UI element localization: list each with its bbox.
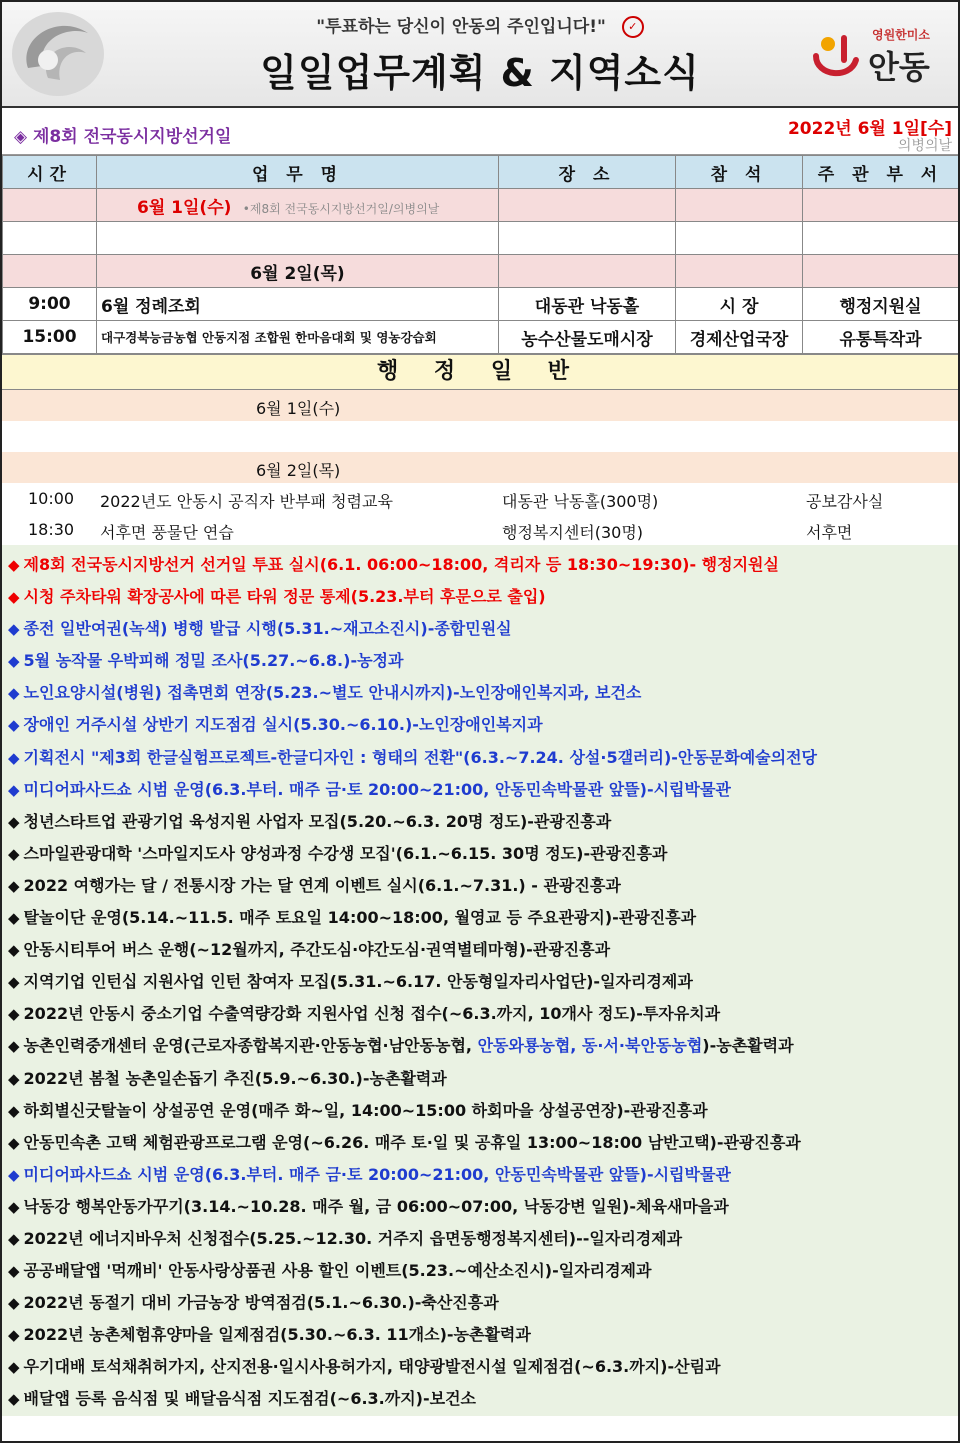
news-item (2, 677, 958, 709)
news-item (2, 1095, 958, 1127)
news-text: 안동민속촌 고택 체험관광프로그램 운영(~6.26. 매주 토·일 및 공휴일 13:00~18:00 남반고택)-관광진흥과 (23, 1132, 801, 1152)
admin-day2 (2, 452, 958, 483)
day1-label: 6월 1일(수) (137, 197, 232, 218)
diamond-bullet-icon: ◆ (8, 1165, 20, 1184)
table-row (3, 288, 959, 321)
news-text: 미디어파사드쇼 시범 운영(6.3.부터. 매주 금·토 20:00~21:00, 안동민속박물관 앞뜰)-시립박물관 (23, 779, 731, 799)
news-item (2, 774, 958, 806)
news-item (2, 1159, 958, 1191)
admin-row-task: 서후면 풍물단 연습 (100, 523, 234, 542)
news-item (2, 549, 958, 581)
admin-day1 (2, 390, 958, 421)
news-text: 장애인 거주시설 상반기 지도점검 실시(5.30.~6.10.)-노인장애인복지과 (23, 715, 543, 735)
news-item (2, 613, 958, 645)
news-item (2, 581, 958, 613)
diamond-bullet-icon: ◆ (8, 1197, 20, 1216)
diamond-bullet-icon: ◆ (8, 1358, 20, 1377)
diamond-bullet-icon: ◆ (8, 1294, 20, 1313)
news-text: 기획전시 "제3회 한글실험프로젝트-한글디자인 : 형태의 전환"(6.3.~7.24. 상설·5갤러리)-안동문화예술의전당 (23, 747, 818, 767)
news-text: 하회별신굿탈놀이 상설공연 운영(매주 화~일, 14:00~15:00 하회마을 상설공연장)-관광진흥과 (23, 1100, 708, 1120)
news-item (2, 1223, 958, 1255)
row-place: 대동관 낙동홀 (499, 288, 676, 321)
news-text: 2022년 안동시 중소기업 수출역량강화 지원사업 신청 접수(~6.3.까지, 10개사 정도)-투자유치과 (23, 1004, 721, 1024)
diamond-bullet-icon: ◆ (8, 1390, 20, 1409)
news-item (2, 742, 958, 774)
day1-row (3, 189, 959, 222)
row-dept: 행정지원실 (803, 288, 959, 321)
event-bar (2, 108, 958, 155)
brand-tagline: 영원한미소 (872, 28, 930, 42)
news-item (2, 998, 958, 1030)
event-date: 2022년 6월 1일[수] (787, 119, 952, 139)
news-item (2, 934, 958, 966)
diamond-bullet-icon: ◆ (8, 1037, 20, 1056)
diamond-bullet-icon: ◆ (8, 620, 20, 639)
header-task: 업 무 명 (97, 156, 499, 189)
row-time: 15:00 (3, 321, 97, 354)
news-text: 2022년 에너지바우처 신청접수(5.25.~12.30. 거주지 읍면동행정복지센터)--일자리경제과 (23, 1228, 683, 1248)
admin-row-task: 2022년도 안동시 공직자 반부패 청렴교육 (100, 492, 393, 511)
diamond-bullet-icon: ◆ (8, 812, 20, 831)
day2-label: 6월 2일(목) (97, 255, 499, 288)
diamond-bullet-icon: ◆ (8, 844, 20, 863)
table-header-row (3, 156, 959, 189)
row-attend: 경제산업국장 (676, 321, 803, 354)
news-item (2, 645, 958, 677)
diamond-bullet-icon: ◆ (8, 556, 20, 574)
diamond-bullet-icon: ◆ (8, 973, 20, 992)
diamond-bullet-icon: ◆ (8, 748, 20, 767)
news-text: 농촌인력중개센터 운영(근로자종합복지관·안동농협·남안동농협, (23, 1036, 478, 1056)
table-row (3, 321, 959, 354)
andong-brand-logo (810, 24, 940, 88)
news-text: 2022년 농촌체험휴양마을 일제점검(5.30.~6.3. 11개소)-농촌활력과 (23, 1325, 531, 1345)
row-task: 대구경북능금농협 안동지점 조합원 한마음대회 및 영농강습회 (97, 321, 499, 354)
row-place: 농수산물도매시장 (499, 321, 676, 354)
news-text: 낙동강 행복안동가꾸기(3.14.~10.28. 매주 월, 금 06:00~07:00, 낙동강변 일원)-체육새마을과 (23, 1196, 729, 1216)
news-text: 스마일관광대학 '스마일지도사 양성과정 수강생 모집'(6.1.~6.15. 30명 정도)-관광진흥과 (23, 843, 668, 863)
news-text: 탈놀이단 운영(5.14.~11.5. 매주 토요일 14:00~18:00, 월영교 등 주요관광지)-관광진흥과 (23, 908, 697, 928)
news-item (2, 1191, 958, 1223)
news-item (2, 838, 958, 870)
event-subtitle: 의병의날 (897, 138, 952, 154)
news-item (2, 870, 958, 902)
row-task: 6월 정례조회 (97, 288, 499, 321)
news-text: 안동시티투어 버스 운행(~12월까지, 주간도심·야간도심·권역별테마형)-관광진흥과 (23, 940, 611, 960)
event-label: ◈ 제8회 전국동시지방선거일 (14, 127, 232, 147)
header (2, 2, 958, 108)
news-text-tail: )-농촌활력과 (702, 1036, 794, 1056)
brand-name: 안동 (868, 48, 930, 86)
news-item (2, 902, 958, 934)
news-text: 5월 농작물 우박피해 정밀 조사(5.27.~6.8.)-농정과 (23, 651, 404, 671)
news-text: 미디어파사드쇼 시범 운영(6.3.부터. 매주 금·토 20:00~21:00, 안동민속박물관 앞뜰)-시립박물관 (23, 1164, 731, 1184)
news-item (2, 1030, 958, 1062)
news-item (2, 1255, 958, 1287)
news-item (2, 1383, 958, 1415)
vote-mark-icon: ✓ (622, 16, 644, 38)
admin-row-time: 18:30 (28, 520, 75, 539)
header-dept: 주 관 부 서 (803, 156, 959, 189)
news-text: 제8회 전국동시지방선거 선거일 투표 실시(6.1. 06:00~18:00, 격리자 등 18:30~19:30)- 행정지원실 (23, 555, 779, 574)
diamond-bullet-icon: ◆ (8, 652, 20, 671)
page-title: 일일업무계획 & 지역소식 (260, 51, 700, 95)
row-dept: 유통특작과 (803, 321, 959, 354)
row-time: 9:00 (3, 288, 97, 321)
news-text: 청년스타트업 관광기업 육성지원 사업자 모집(5.20.~6.3. 20명 정도)-관광진흥과 (23, 811, 612, 831)
header-time: 시간 (3, 156, 97, 189)
schedule-table (2, 155, 959, 354)
admin-empty-row (2, 421, 958, 452)
news-text: 지역기업 인턴십 지원사업 인턴 참여자 모집(5.31.~6.17. 안동형일자리사업단)-일자리경제과 (23, 972, 693, 992)
news-item (2, 966, 958, 998)
news-item (2, 1319, 958, 1351)
diamond-bullet-icon: ◆ (8, 1069, 20, 1088)
diamond-bullet-icon: ◆ (8, 1262, 20, 1281)
admin-day2-label: 6월 2일(목) (256, 461, 341, 480)
diamond-bullet-icon: ◆ (8, 941, 20, 960)
news-item (2, 1063, 958, 1095)
diamond-bullet-icon: ◆ (8, 876, 20, 895)
admin-row-place: 행정복지센터(30명) (502, 523, 644, 542)
news-list (2, 545, 958, 1416)
news-item (2, 1351, 958, 1383)
diamond-bullet-icon: ◆ (8, 1326, 20, 1345)
news-item (2, 1287, 958, 1319)
admin-row-place: 대동관 낙동홀(300명) (502, 492, 659, 511)
admin-day1-label: 6월 1일(수) (256, 399, 341, 418)
diamond-bullet-icon: ◆ (8, 588, 20, 607)
header-attend: 참 석 (676, 156, 803, 189)
row-attend: 시 장 (676, 288, 803, 321)
diamond-bullet-icon: ◆ (8, 909, 20, 928)
admin-section-title: 행 정 일 반 (2, 354, 958, 390)
news-item (2, 806, 958, 838)
news-text: 2022 여행가는 달 / 전통시장 가는 달 연계 이벤트 실시(6.1.~7.31.) - 관광진흥과 (23, 875, 621, 895)
admin-row (2, 514, 958, 545)
slogan-text: "투표하는 당신이 안동의 주인입니다!" (316, 17, 606, 37)
day1-note: •제8회 전국동시지방선거일/의병의날 (242, 201, 440, 216)
diamond-bullet-icon: ◆ (8, 780, 20, 799)
news-text: 노인요양시설(병원) 접촉면회 연장(5.23.~별도 안내시까지)-노인장애인복지과, 보건소 (23, 683, 642, 703)
news-item (2, 709, 958, 741)
news-text: 배달앱 등록 음식점 및 배달음식점 지도점검(~6.3.까지)-보건소 (23, 1389, 476, 1409)
admin-row (2, 483, 958, 514)
news-text: 시청 주차타워 확장공사에 따른 타워 정문 통제(5.23.부터 후문으로 출입) (23, 587, 546, 607)
diamond-bullet-icon: ◆ (8, 684, 20, 703)
news-item (2, 1127, 958, 1159)
admin-row-dept: 서후면 (806, 523, 853, 542)
news-text: 2022년 봄철 농촌일손돕기 추진(5.9.~6.30.)-농촌활력과 (23, 1068, 447, 1088)
diamond-bullet-icon: ◆ (8, 1005, 20, 1024)
diamond-bullet-icon: ◆ (8, 1101, 20, 1120)
diamond-bullet-icon: ◆ (8, 1133, 20, 1152)
admin-row-dept: 공보감사실 (806, 492, 884, 511)
smile-logo-icon (810, 30, 862, 82)
day2-row (3, 255, 959, 288)
news-text-highlight: 안동와룡농협, 동·서·북안동농협 (477, 1036, 703, 1056)
empty-row (3, 222, 959, 255)
news-text: 공공배달앱 '먹깨비' 안동사랑상품권 사용 할인 이벤트(5.23.~예산소진시)-일자리경제과 (23, 1261, 652, 1281)
news-text: 우기대배 토석채취허가지, 산지전용·일시사용허가지, 태양광발전시설 일제점검(~6.3.까지)-산림과 (23, 1357, 721, 1377)
diamond-bullet-icon: ◆ (8, 1229, 20, 1248)
diamond-bullet-icon: ◆ (8, 716, 20, 735)
header-place: 장 소 (499, 156, 676, 189)
admin-row-time: 10:00 (28, 489, 75, 508)
news-text: 2022년 동절기 대비 가금농장 방역점검(5.1.~6.30.)-축산진흥과 (23, 1293, 499, 1313)
news-text: 종전 일반여권(녹색) 병행 발급 시행(5.31.~재고소진시)-종합민원실 (23, 619, 512, 639)
admin-section (2, 390, 958, 545)
